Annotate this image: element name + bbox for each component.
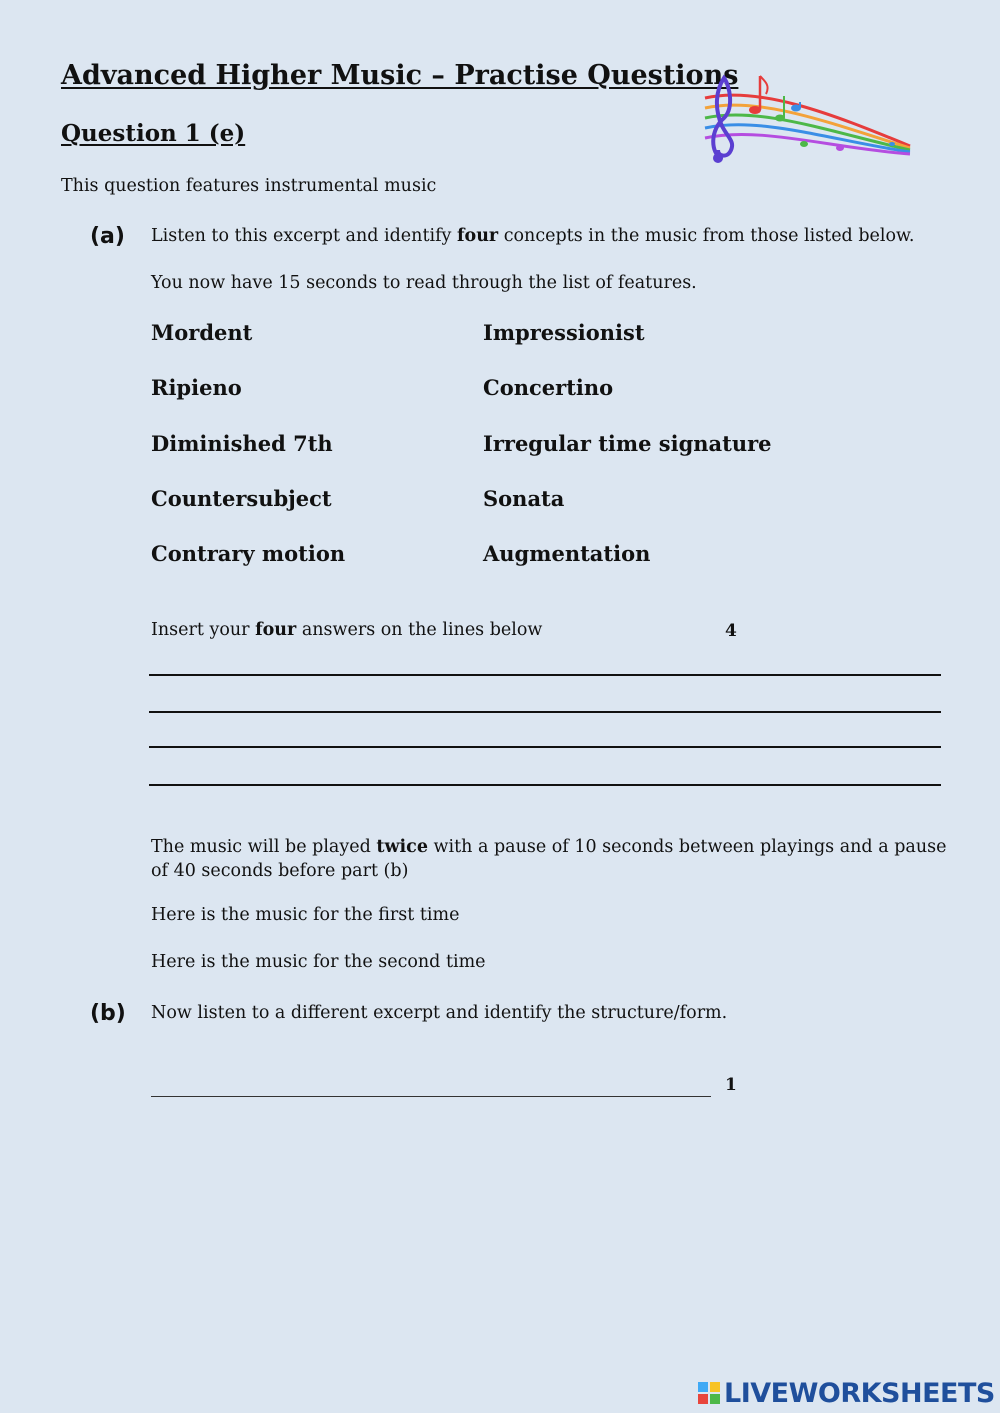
concept-item: Diminished 7th	[151, 431, 333, 456]
answers-instruction	[151, 620, 542, 640]
concept-item: Countersubject	[151, 486, 332, 511]
playback-instruction	[151, 835, 951, 883]
part-b-instruction: Now listen to a different excerpt and identify the structure/form.	[151, 1003, 728, 1023]
concept-item: Impressionist	[483, 320, 645, 345]
part-a-label: (a)	[90, 224, 125, 249]
liveworksheets-mark-icon	[698, 1380, 722, 1406]
concept-item: Irregular time signature	[483, 431, 772, 456]
concept-item: Sonata	[483, 486, 565, 511]
concept-item: Ripieno	[151, 375, 242, 400]
playback-instruction-start: The music will be played	[151, 837, 377, 857]
concept-item: Concertino	[483, 375, 614, 400]
answers-instruction-start: Insert your	[151, 620, 256, 640]
answers-instruction-emphasis: four	[255, 620, 297, 640]
page-title: Advanced Higher Music – Practise Questions	[61, 60, 739, 91]
second-playing-text: Here is the music for the second time	[151, 952, 486, 972]
part-b-answer-line[interactable]	[151, 1096, 711, 1097]
concept-item: Contrary motion	[151, 541, 346, 566]
playback-instruction-emphasis: twice	[376, 837, 428, 857]
concept-item: Augmentation	[483, 541, 651, 566]
part-a-instruction-start: Listen to this excerpt and identify	[151, 226, 457, 246]
brand-name: LIVEWORKSHEETS	[724, 1377, 995, 1409]
answers-instruction-end: answers on the lines below	[296, 620, 543, 640]
liveworksheets-logo	[698, 1378, 995, 1408]
reading-time-text: You now have 15 seconds to read through the list of features.	[151, 273, 697, 293]
part-a-marks: 4	[725, 621, 737, 641]
concept-item: Mordent	[151, 320, 253, 345]
part-b-label: (b)	[90, 1001, 126, 1026]
intro-text: This question features instrumental music	[61, 176, 437, 196]
part-a-instruction-emphasis: four	[457, 226, 499, 246]
playback-instruction-end: with a pause of 10 seconds between playings and a pause of 40 seconds before part (b)	[151, 837, 947, 881]
part-a-instruction	[151, 226, 914, 246]
answer-line-2[interactable]	[149, 711, 941, 713]
answer-line-1[interactable]	[149, 674, 941, 676]
music-staff-icon	[700, 68, 920, 173]
answer-line-4[interactable]	[149, 784, 941, 786]
part-b-marks: 1	[725, 1075, 737, 1095]
first-playing-text: Here is the music for the first time	[151, 905, 460, 925]
answer-line-3[interactable]	[149, 746, 941, 748]
part-a-instruction-end: concepts in the music from those listed below.	[498, 226, 915, 246]
question-heading: Question 1 (e)	[61, 120, 246, 147]
